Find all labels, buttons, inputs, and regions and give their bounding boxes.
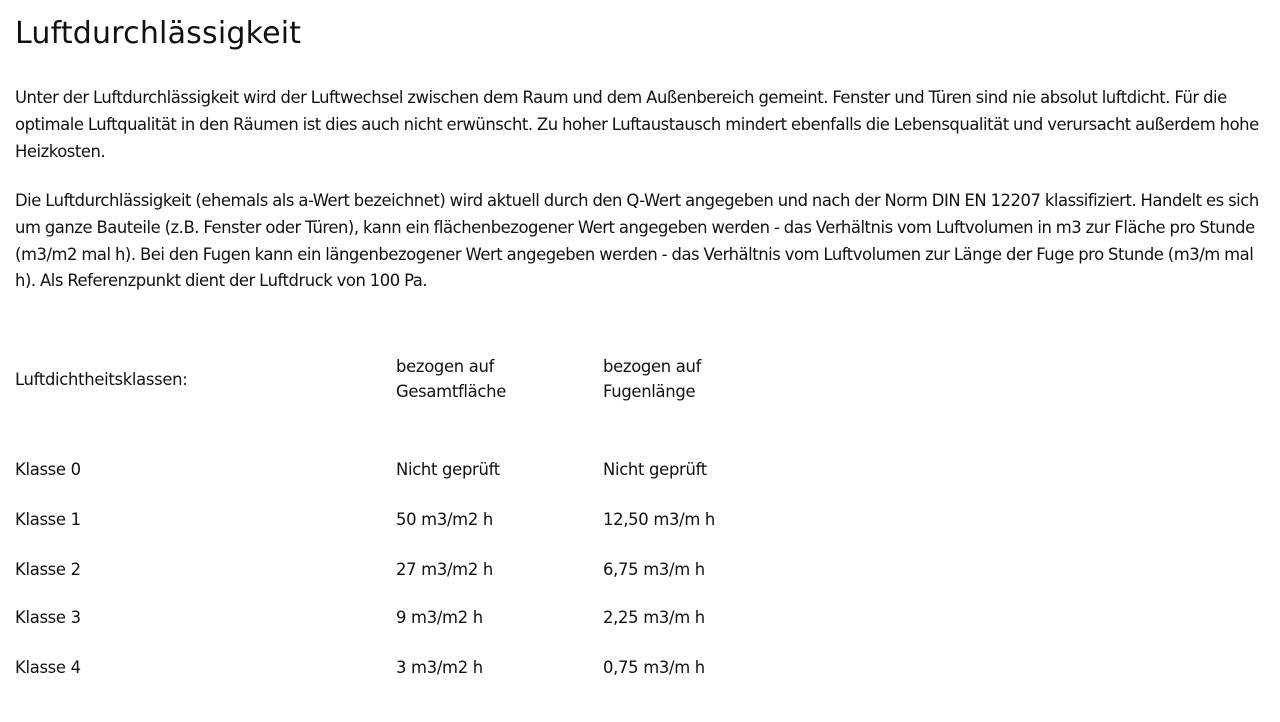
table-header-area-line2: Gesamtfläche — [396, 382, 507, 401]
table-cell-area-value: Nicht geprüft — [396, 460, 500, 479]
table-cell-class: Klasse 1 — [15, 510, 81, 529]
table-header-area-line1: bezogen auf — [396, 357, 495, 376]
intro-paragraph: Unter der Luftdurchlässigkeit wird der Luftwechsel zwischen dem Raum und dem Außenbereich gemeint. Fenster und Türen sind nie absolut luftdicht. Für die optimale Luftqualität in den Räumen ist dies auch nicht erwünscht. Zu hoher Luftaustausch mindert ebenfalls die Lebensqualität und verursacht außerdem hohe Heizkosten. — [15, 88, 1259, 161]
table-cell-area-value: 27 m3/m2 h — [396, 560, 493, 579]
table-cell-class: Klasse 0 — [15, 460, 81, 479]
table-cell-joint-value: Nicht geprüft — [603, 460, 707, 479]
table-cell-joint-value: 6,75 m3/m h — [603, 560, 705, 579]
table-header-joint-line1: bezogen auf — [603, 357, 702, 376]
table-cell-joint-value: 0,75 m3/m h — [603, 658, 705, 677]
table-cell-area-value: 3 m3/m2 h — [396, 658, 483, 677]
table-cell-class: Klasse 3 — [15, 608, 81, 627]
table-cell-area-value: 9 m3/m2 h — [396, 608, 483, 627]
table-cell-class: Klasse 4 — [15, 658, 81, 677]
table-cell-joint-value: 2,25 m3/m h — [603, 608, 705, 627]
table-header-label: Luftdichtheitsklassen: — [15, 370, 188, 389]
table-cell-area-value: 50 m3/m2 h — [396, 510, 493, 529]
table-header-joint-line2: Fugenlänge — [603, 382, 696, 401]
table-cell-class: Klasse 2 — [15, 560, 81, 579]
classification-paragraph: Die Luftdurchlässigkeit (ehemals als a-Wert bezeichnet) wird aktuell durch den Q-Wert angegeben und nach der Norm DIN EN 12207 klassifiziert. Handelt es sich um ganze Bauteile (z.B. Fenster oder Türen), kann ein flächenbezogener Wert angegeben werden - das Verhältnis vom Luftvolumen in m3 zur Fläche pro Stunde (m3/m2 mal h). Bei den Fugen kann ein längenbezogener Wert angegeben werden - das Verhältnis vom Luftvolumen zur Länge der Fuge pro Stunde (m3/m mal h). Als Referenzpunkt dient der Luftdruck von 100 Pa. — [15, 191, 1259, 291]
page-title: Luftdurchlässigkeit — [15, 16, 302, 51]
table-cell-joint-value: 12,50 m3/m h — [603, 510, 716, 529]
